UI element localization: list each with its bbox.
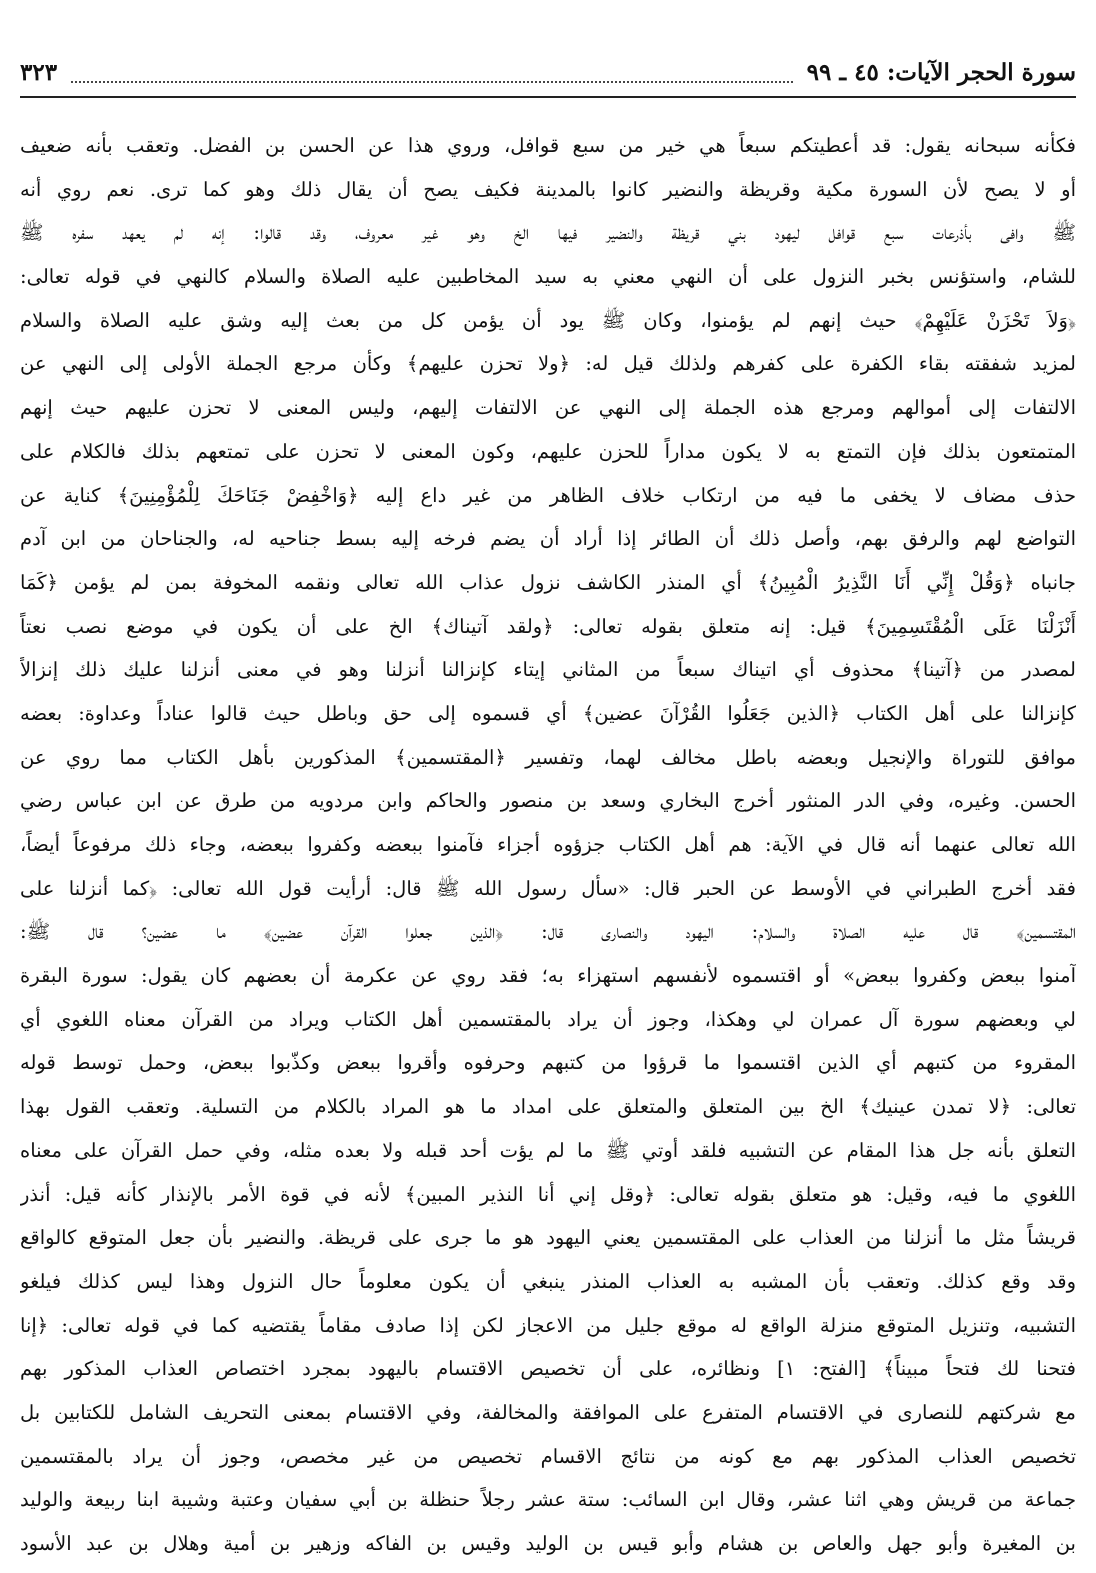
text-line: التواضع لهم والرفق بهم، وأصل ذلك أن الطائر إذا أراد أن يضم فرخه إليه بسط جناحيه له، والجناحان من ابن آدم [20,527,1076,551]
surah-title: سورة الحجر الآيات: ٤٥ ـ ٩٩ [806,58,1076,86]
text-line: لمزيد شفقته بقاء الكفرة على كفرهم ولذلك قيل له: ﴿ولا تحزن عليهم﴾ وكأن مرجع الجملة الأولى إلى النهي عن [20,352,1076,376]
text-line: بن المغيرة وأبو جهل والعاص بن هشام وأبو قيس بن الوليد وقيس بن الفاكه وزهير بن أمية وهلال بن عبد الأسود [20,1532,1076,1555]
text-line: أَنْزَلْنَا عَلَى الْمُقْتَسِمِينَ﴾ قيل: إنه متعلق بقوله تعالى: ﴿ولقد آتيناك﴾ الخ على أن يكون في موضع نصب نعتاً [20,614,1076,638]
text-line: مع شركتهم للنصارى في الاقتسام المتفرع على الموافقة والمخالفة، وفي الاقتسام بمعنى التحريف الشامل للكتابين بل [20,1400,1076,1424]
text-line: للشام، واستؤنس بخبر النزول على أن النهي معني به سيد المخاطبين عليه الصلاة والسلام كالنهي في قوله تعالى: [20,265,1076,289]
text-line: قريشاً مثل ما أنزلنا من العذاب على المقتسمين يعني اليهود هو ما جرى على قريظة. والنضير بأن جعل المتوقع كالواقع [20,1226,1076,1250]
text-line: آمنوا ببعض وكفروا ببعض» أو اقتسموه لأنفسهم استهزاء به؛ فقد روي عن عكرمة أن بعضهم كان يقول: سورة البقرة [20,964,1076,988]
text-line: موافق للتوراة والإنجيل وبعضه باطل مخالف لهما، وتفسير ﴿المقتسمين﴾ المذكورين بأهل الكتاب مما روي عن [20,745,1076,769]
text-line: الله تعالى عنهما أنه قال في الآية: هم أهل الكتاب جزؤوه أجزاء فآمنوا ببعضه وكفروا ببعضه، وجاء ذلك مرفوعاً أيضاً، [20,833,1076,856]
text-line: تخصيص العذاب المذكور بهم مع كونه من نتائج الاقسام تخصيص من غير مخصص، وجوز أن يراد بالمقتسمين [20,1444,1076,1468]
text-line: الالتفات إلى أموالهم ومرجع هذه الجملة إلى النهي عن الالتفات إليهم، وليس المعنى لا تحزن عليهم حيث إنهم [20,396,1076,420]
header-dotted-leader [71,71,793,83]
body-text [20,124,1076,1566]
text-line: المقروء من كتبهم أي الذين اقتسموا ما قرؤوا من كتبهم وحرفوه وأقروا ببعض وكذّبوا ببعض، وحمل توسط قوله [20,1051,1076,1075]
text-line: فتحنا لك فتحاً مبيناً﴾ [الفتح: ١] ونظائره، على أن تخصيص الاقتسام باليهود بمجرد اختصاص العذاب المذكور بهم [20,1357,1076,1381]
text-line: التعلق بأنه جل هذا المقام عن التشبيه فلقد أوتي ﷺ ما لم يؤت أحد قبله ولا بعده مثله، وفي حمل القرآن على معناه [20,1138,1076,1162]
text-line: لي وبعضهم سورة آل عمران لي وهكذا، وجوز أن يراد بالمقتسمين أهل الكتاب ويراد من القرآن معناه اللغوي أي [20,1007,1076,1031]
text-line: فقد أخرج الطبراني في الأوسط عن الحبر قال: «سأل رسول الله ﷺ قال: أرأيت قول الله تعالى: ﴿كما أنزلنا على [20,876,1076,900]
text-line: المتمتعون بذلك فإن التمتع به لا يكون مداراً للحزن عليهم، وكون المعنى لا تحزن على تمتعهم بذلك فالكلام على [20,439,1076,463]
text-line: الحسن. وغيره، وفي الدر المنثور أخرج البخاري وسعد بن منصور والحاكم وابن مردويه من طرق عن ابن عباس رضي [20,789,1076,813]
text-line: ﷺ وافى بأذرعات سبع قوافل ليهود بني قريظة والنضير فيها الخ وهو غير معروف، وقد قالوا: إنه لم يعهد سفره ﷺ [20,221,1076,245]
text-line: كإنزالنا على أهل الكتاب ﴿الذين جَعَلُوا القُرْآنَ عضين﴾ أي قسموه إلى حق وباطل حيث قالوا عناداً وعداوة: بعضه [20,701,1076,725]
text-line: لمصدر من ﴿آتينا﴾ محذوف أي اتيناك سبعاً من المثاني إيتاء كإنزالنا أنزلنا وهو في معنى أنزلنا عليك ذلك إنزالاً [20,658,1076,682]
text-line: المقتسمين﴾ قال عليه الصلاة والسلام: اليهود والنصارى قال: ﴿الذين جعلوا القرآن عضين﴾ ما عضين؟ قال ﷺ: [20,920,1076,944]
page-header [20,52,1076,98]
text-line: تعالى: ﴿لا تمدن عينيك﴾ الخ بين المتعلق والمتعلق على امداد ما هو المراد بالكلام من التسلية. وتعقب القول بهذا [20,1095,1076,1119]
text-line: فكأنه سبحانه يقول: قد أعطيتكم سبعاً هي خير من سبع قوافل، وروي هذا عن الحسن بن الفضل. وتعقب بأنه ضعيف [20,134,1076,157]
text-line: التشبيه، وتنزيل المتوقع منزلة الواقع له موقع جليل من الاعجاز لكن إذا صادف مقاماً يقتضيه كما في قوله تعالى: ﴿إنا [20,1313,1076,1337]
text-line: جانباه ﴿وَقُلْ إِنِّي أَنَا النَّذِيرُ الْمُبِينُ﴾ أي المنذر الكاشف نزول عذاب الله تعالى ونقمه المخوفة بمن لم يؤمن ﴿كَمَا [20,570,1076,594]
page-number: ٣٢٣ [20,58,58,86]
text-line: جماعة من قريش وهي اثنا عشر، وقال ابن السائب: ستة عشر رجلاً حنظلة بن أبي سفيان وعتبة وشيبة ابنا ربيعة والوليد [20,1488,1076,1512]
text-line: حذف مضاف لا يخفى ما فيه من ارتكاب خلاف الظاهر من غير داع إليه ﴿وَاخْفِضْ جَنَاحَكَ لِلْمُؤْمِنِينَ﴾ كناية عن [20,483,1076,507]
text-line: اللغوي ما فيه، وقيل: هو متعلق بقوله تعالى: ﴿وقل إني أنا النذير المبين﴾ لأنه في قوة الأمر بالإنذار كأنه قيل: أنذر [20,1182,1076,1206]
book-page [20,52,1076,1566]
text-line: وقد وقع كذلك. وتعقب بأن المشبه به العذاب المنذر ينبغي أن يكون معلوماً حال النزول وهذا ليس كذلك فيلغو [20,1269,1076,1293]
text-line: ﴿وَلاَ تَحْزَنْ عَلَيْهِمْ﴾ حيث إنهم لم يؤمنوا، وكان ﷺ يود أن يؤمن كل من بعث إليه وشق عليه الصلاة والسلام [20,308,1076,332]
text-line: أو لا يصح لأن السورة مكية وقريظة والنضير كانوا بالمدينة فكيف يصح أن يقال ذلك وهو كما ترى. نعم روي أنه [20,177,1076,201]
